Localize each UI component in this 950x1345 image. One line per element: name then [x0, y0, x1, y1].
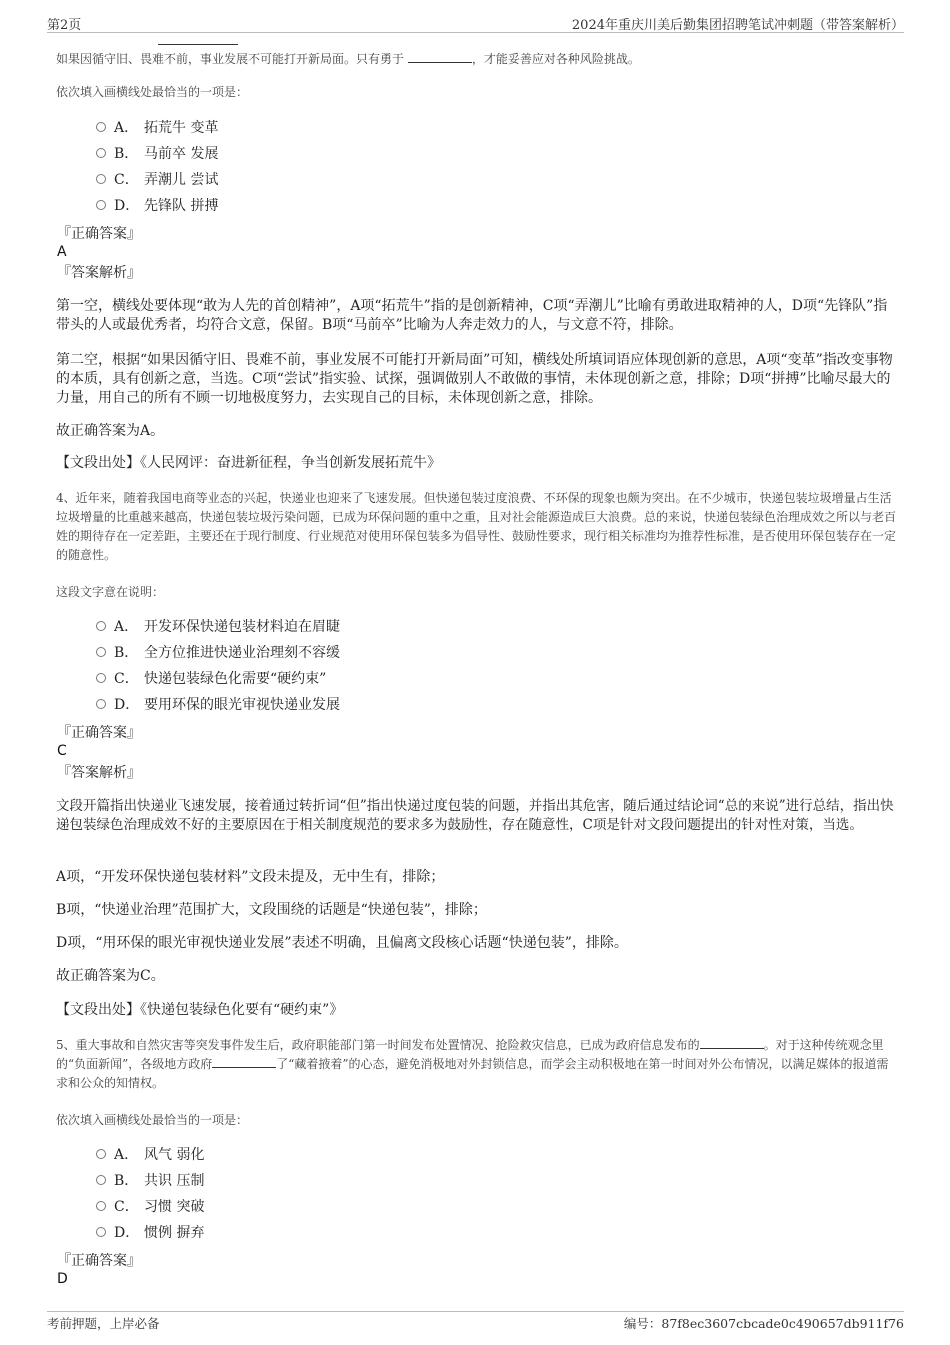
- radio-icon[interactable]: [96, 174, 106, 184]
- q3-stem-a: 如果因循守旧、畏难不前，事业发展不可能打开新局面。只有勇于: [56, 52, 405, 66]
- q4-option-d[interactable]: D． 要用环保的眼光审视快递业发展: [96, 695, 340, 715]
- q5-stem-c: 了“藏着掖着”的心态，避免消极地对外封锁信息，而学会主动积极地在第一时间对外公布情况，以满足媒体的报道需求和公众的知情权。: [56, 1057, 889, 1090]
- q5-prompt: 依次填入画横线处最恰当的一项是：: [56, 1113, 249, 1127]
- q4-analysis-label: 『答案解析』: [57, 765, 141, 781]
- q4-prompt: 这段文字意在说明：: [56, 585, 165, 599]
- q5-option-d[interactable]: D． 惯例 摒弃: [96, 1223, 204, 1243]
- footer-slogan: 考前押题，上岸必备: [47, 1316, 160, 1331]
- q4-analysis-p2: A项，“开发环保快递包装材料”文段未提及，无中生有，排除；: [56, 869, 445, 885]
- q4-analysis-p4: D项，“用环保的眼光审视快递业发展”表述不明确，且偏离文段核心话题“快递包装”，排除。: [56, 935, 628, 951]
- q3-option-c[interactable]: C． 弄潮儿 尝试: [96, 170, 218, 190]
- q3-analysis-p2: 第二空，根据“如果因循守旧、畏难不前，事业发展不可能打开新局面”可知，横线处所填词语应体现创新的意思，A项“变革”指改变事物的本质，具有创新之意，当选。C项“尝试”指实验、试探，强调做别人不敢做的事情，未体现创新之意，排除；D项“拼搏”比喻尽最大的力量，用自己的所有不顾一切地极度努力，去实现自己的目标，未体现创新之意，排除。: [56, 352, 893, 406]
- q5-option-a[interactable]: A． 风气 弱化: [96, 1145, 204, 1165]
- q4-answer-label: 『正确答案』: [57, 725, 141, 741]
- radio-icon[interactable]: [96, 148, 106, 158]
- q3-source: 【文段出处】《人民网评：奋进新征程，争当创新发展拓荒牛》: [56, 455, 441, 471]
- page-header: [47, 14, 904, 33]
- radio-icon[interactable]: [96, 1201, 106, 1211]
- q4-analysis-p3: B项，“快递业治理”范围扩大，文段围绕的话题是“快递包装”，排除；: [56, 902, 487, 918]
- q4-source: 【文段出处】《快递包装绿色化要有“硬约束”》: [56, 1002, 344, 1018]
- page-footer: [47, 1311, 904, 1332]
- q5-option-b[interactable]: B． 共识 压制: [96, 1171, 204, 1191]
- radio-icon[interactable]: [96, 1149, 106, 1159]
- cut-line: [158, 44, 238, 45]
- q3-option-d[interactable]: D． 先锋队 拼搏: [96, 196, 218, 216]
- blank-line: [700, 1036, 764, 1049]
- q4-option-c[interactable]: C． 快递包装绿色化需要“硬约束”: [96, 669, 326, 689]
- q3-stem: [56, 50, 898, 69]
- q3-option-a[interactable]: A． 拓荒牛 变革: [96, 118, 218, 138]
- q4-analysis-p1: 文段开篇指出快递业飞速发展，接着通过转折词“但”指出快递过度包装的问题，并指出其危害，随后通过结论词“总的来说”进行总结，指出快递包装绿色治理成效不好的主要原因在于相关制度规范的要求多为鼓励性，存在随意性，C项是针对文段问题提出的针对性对策，当选。: [56, 798, 894, 833]
- radio-icon[interactable]: [96, 1175, 106, 1185]
- q4-option-a[interactable]: A． 开发环保快递包装材料迫在眉睫: [96, 617, 340, 637]
- q5-stem-b: 。对于这种传统观念里的“负面新闻”，各级地方政府: [56, 1038, 884, 1071]
- q4-stem: 4、近年来，随着我国电商等业态的兴起，快递业也迎来了飞速发展。但快递包装过度浪费、不环保的现象也颇为突出。在不少城市，快递包装垃圾增量占生活垃圾增量的比重越来越高，快递包装垃圾污染问题，已成为环保问题的重中之重，且对社会能源造成巨大浪费。总的来说，快递包装绿色治理成效之所以与老百姓的期待存在一定差距，主要还在于现行制度、行业规范对使用环保包装多为倡导性、鼓励性要求，现行相关标准均为推荐性标准，是否使用环保包装存在一定的随意性。: [56, 491, 897, 562]
- q5-stem: [56, 1036, 898, 1093]
- q3-answer: A: [57, 244, 67, 260]
- q3-analysis-p1: 第一空，横线处要体现“敢为人先的首创精神”，A项“拓荒牛”指的是创新精神，C项“弄潮儿”比喻有勇敢进取精神的人，D项“先锋队”指带头的人或最优秀者，均符合文意，保留。B项“马前卒”比喻为人奔走效力的人，与文意不符，排除。: [56, 298, 888, 333]
- q3-analysis-label: 『答案解析』: [57, 265, 141, 281]
- radio-icon[interactable]: [96, 122, 106, 132]
- q4-option-b[interactable]: B． 全方位推进快递业治理刻不容缓: [96, 643, 340, 663]
- q3-analysis-p3: 故正确答案为A。: [56, 423, 165, 439]
- radio-icon[interactable]: [96, 699, 106, 709]
- blank-line: [408, 50, 472, 63]
- q3-answer-label: 『正确答案』: [57, 226, 141, 242]
- q3-prompt: 依次填入画横线处最恰当的一项是：: [56, 85, 249, 99]
- radio-icon[interactable]: [96, 673, 106, 683]
- q5-stem-a: 5、重大事故和自然灾害等突发事件发生后，政府职能部门第一时间发布处置情况、抢险救灾信息，已成为政府信息发布的: [56, 1038, 700, 1052]
- radio-icon[interactable]: [96, 200, 106, 210]
- q3-stem-b: ，才能妥善应对各种风险挑战。: [471, 52, 640, 66]
- radio-icon[interactable]: [96, 647, 106, 657]
- blank-line: [212, 1055, 276, 1068]
- radio-icon[interactable]: [96, 621, 106, 631]
- q5-option-c[interactable]: C． 习惯 突破: [96, 1197, 204, 1217]
- document-title: 2024年重庆川美后勤集团招聘笔试冲刺题（带答案解析）: [571, 18, 904, 33]
- q5-answer: D: [57, 1271, 68, 1287]
- q3-option-b[interactable]: B． 马前卒 发展: [96, 144, 218, 164]
- page-number: 第2页: [47, 18, 82, 33]
- q5-answer-label: 『正确答案』: [57, 1253, 141, 1269]
- q4-answer: C: [57, 743, 67, 759]
- document-id: 编号：87f8ec3607cbcade0c490657db911f76: [623, 1316, 904, 1331]
- q4-analysis-p5: 故正确答案为C。: [56, 968, 165, 984]
- radio-icon[interactable]: [96, 1227, 106, 1237]
